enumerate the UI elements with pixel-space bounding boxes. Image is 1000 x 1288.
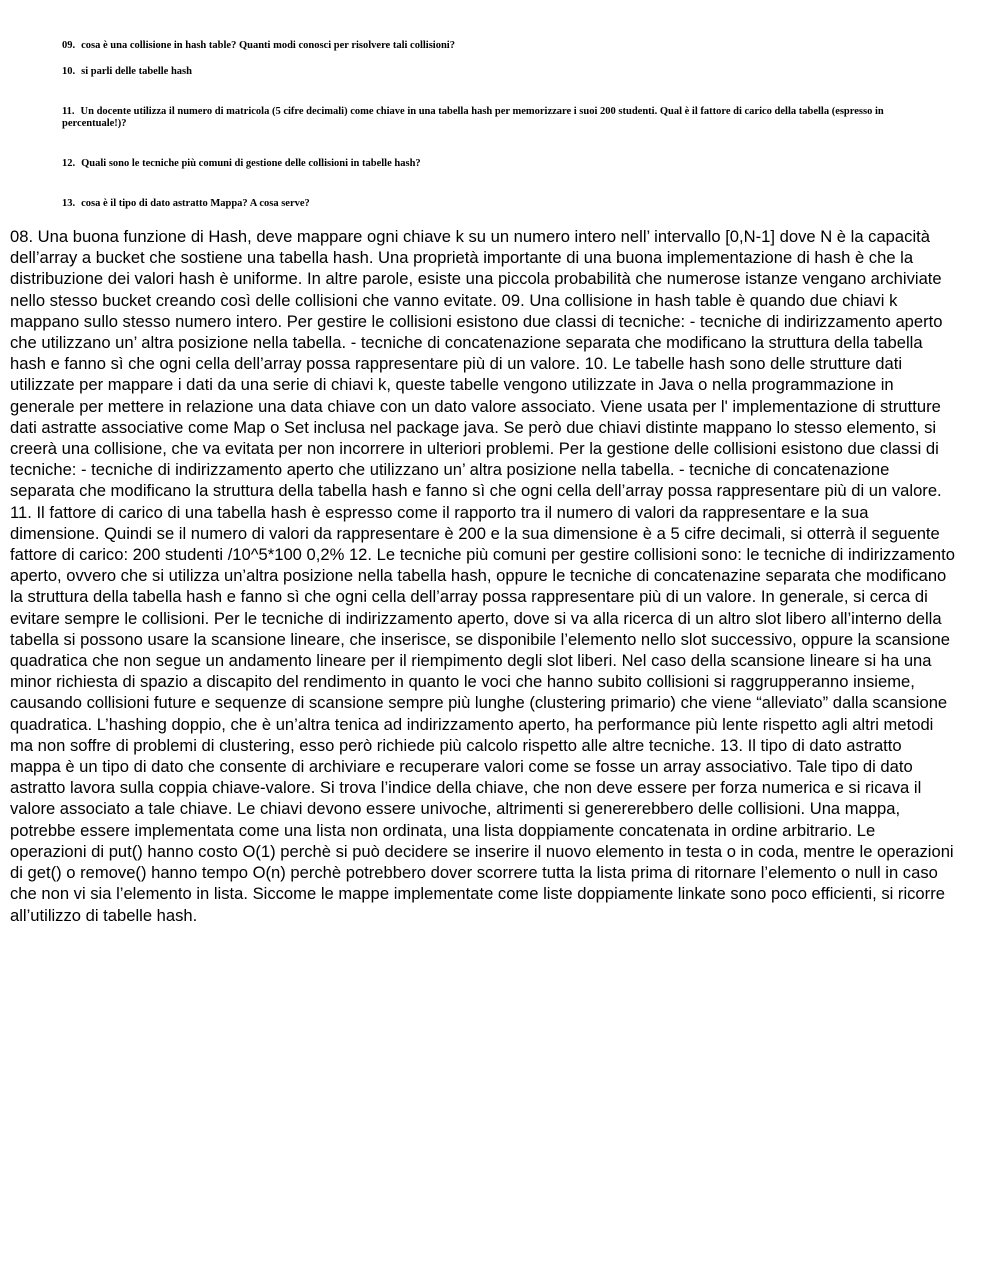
question-number: 13. bbox=[62, 198, 76, 209]
question-item bbox=[62, 40, 455, 52]
question-number: 10. bbox=[62, 66, 76, 77]
question-item bbox=[62, 106, 932, 130]
question-item bbox=[62, 158, 421, 170]
answer-paragraph: 08. Una buona funzione di Hash, deve mappare ogni chiave k su un numero intero nell’ intervallo [0,N-1] dove N è la capacità dell’array a bucket che sostiene una tabella hash. Una proprietà importante di una buona implementazione di hash è che la distribuzione dei valori hash è uniforme. In altre parole, esiste una piccola probabilità che numerose istanze vengano archiviate nello stesso bucket creando così delle collisioni che vanno evitate. 09. Una collisione in hash table è quando due chiavi k mappano sullo stesso numero intero. Per gestire le collisioni esistono due classi di tecniche: - tecniche di indirizzamento aperto che utilizzano un’ altra posizione nella tabella. - tecniche di concatenazione separata che modificano la struttura della tabella hash e fanno sì che ogni cella dell’array possa rappresentare più di un valore. 10. Le tabelle hash sono delle strutture dati utilizzate per mappare i dati da una serie di chiavi k, queste tabelle vengono utilizzate in Java o nella programmazione in generale per mettere in relazione una data chiave con un dato valore associato. Viene usata per l' implementazione di strutture dati astratte associative come Map o Set inclusa nel package java. Se però due chiavi distinte mappano lo stesso elemento, si creerà una collisione, che va evitata per non incorrere in ulteriori problemi. Per la gestione delle collisioni esistono due classi di tecniche: - tecniche di indirizzamento aperto che utilizzano un’ altra posizione nella tabella. - tecniche di concatenazione separata che modificano la struttura della tabella hash e fanno sì che ogni cella dell’array possa rappresentare più di un valore. 11. Il fattore di carico di una tabella hash è espresso come il rapporto tra il numero di valori da rappresentare e la sua dimensione. Quindi se il numero di valori da rappresentare è 200 e la sua dimensione è a 5 cifre decimali, si otterrà il seguente fattore di carico: 200 studenti /10^5*100 0,2% 12. Le tecniche più comuni per gestire collisioni sono: le tecniche di indirizzamento aperto, ovvero che si utilizza un’altra posizione nella tabella hash, oppure le tecniche di concatenazine separata che modificano la struttura della tabella hash e fanno sì che ogni cella dell’array possa rappresentare più di un valore. In generale, si cerca di evitare sempre le collisioni. Per le tecniche di indirizzamento aperto, dove si va alla ricerca di un altro slot libero all’interno della tabella si possono usare la scansione lineare, che inserisce, se disponibile l’elemento nello slot successivo, oppure la scansione quadratica che non segue un andamento lineare per il riempimento degli slot liberi. Nel caso della scansione lineare si ha una minor richiesta di spazio a discapito del rendimento in quanto le voci che hanno subito collisioni si raggrupperanno insieme, causando collisioni future e sequenze di scansione sempre più lunghe (clustering primario) che viene “alleviato” dalla scansione quadratica. L’hashing doppio, che è un’altra tenica ad indirizzamento aperto, ha performance più lente rispetto agli altri metodi ma non soffre di problemi di clustering, esso però richiede più calcolo rispetto alle altre tecniche. 13. Il tipo di dato astratto mappa è un tipo di dato che consente di archiviare e recuperare valori come se fosse un array associativo. Tale tipo di dato astratto lavora sulla coppia chiave-valore. Si trova l’indice della chiave, che non deve essere per forza numerica e si ricava il valore associato a tale chiave. Le chiavi devono essere univoche, altrimenti si genererebbero delle collisioni. Una mappa, potrebbe essere implementata come una lista non ordinata, una lista doppiamente concatenata in ordine arbitrario. Le operazioni di put() hanno costo O(1) perchè si può decidere se inserire il nuovo elemento in testa o in coda, mentre le operazioni di get() o remove() hanno tempo O(n) perchè potrebbero dover scorrere tutta la lista prima di ritornare l’elemento o null in caso che non vi sia l’elemento in lista. Siccome le mappe implementate come liste doppiamente linkate sono poco efficienti, si ricorre all’utilizzo di tabelle hash. bbox=[10, 227, 955, 925]
question-item bbox=[62, 198, 310, 210]
question-text: Quali sono le tecniche più comuni di gestione delle collisioni in tabelle hash? bbox=[81, 158, 421, 169]
question-item bbox=[62, 66, 192, 78]
question-text: si parli delle tabelle hash bbox=[81, 66, 192, 77]
question-number: 11. bbox=[62, 106, 75, 117]
question-text: cosa è il tipo di dato astratto Mappa? A cosa serve? bbox=[81, 198, 310, 209]
question-number: 12. bbox=[62, 158, 76, 169]
question-text: cosa è una collisione in hash table? Quanti modi conosci per risolvere tali collisioni? bbox=[81, 40, 455, 51]
question-number: 09. bbox=[62, 40, 76, 51]
question-text: Un docente utilizza il numero di matricola (5 cifre decimali) come chiave in una tabella hash per memorizzare i suoi 200 studenti. Qual è il fattore di carico della tabella (espresso in percentuale!)? bbox=[62, 106, 884, 129]
